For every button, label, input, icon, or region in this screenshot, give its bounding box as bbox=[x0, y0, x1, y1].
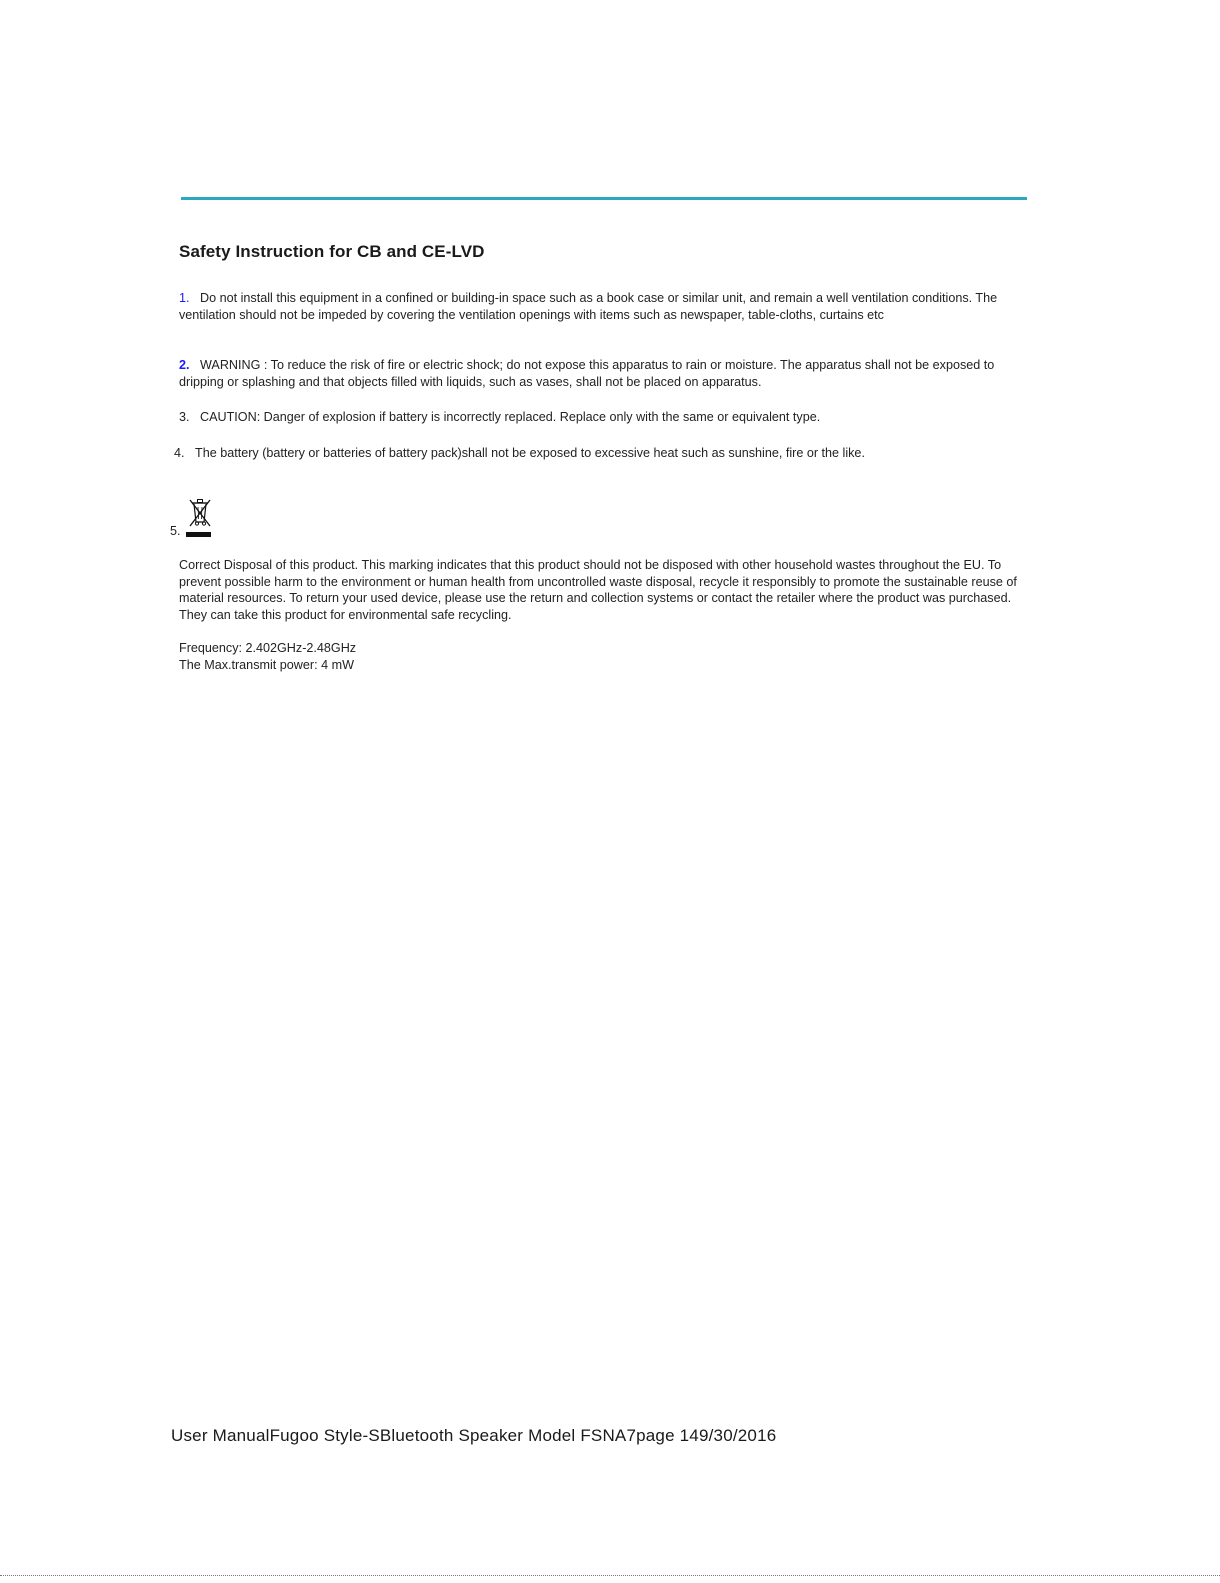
safety-item-4 bbox=[174, 445, 1024, 462]
disposal-paragraph: Correct Disposal of this product. This marking indicates that this product should not be disposed with other household wastes throughout the EU. To prevent possible harm to the environment or human health from uncontrolled waste disposal, recycle it responsibly to promote the sustainable reuse of material resources. To return your used device, please use the return and collection systems or contact the retailer where the product was purchased. They can take this product for environmental safe recycling. bbox=[179, 558, 1017, 622]
item-number: 4. bbox=[174, 446, 185, 460]
page-title: Safety Instruction for CB and CE-LVD bbox=[179, 242, 485, 261]
safety-item-3 bbox=[179, 409, 1029, 426]
item-text: CAUTION: Danger of explosion if battery is incorrectly replaced. Replace only with the same or equivalent type. bbox=[200, 410, 821, 424]
item-number: 1. bbox=[179, 291, 190, 305]
page-footer: User ManualFugoo Style-SBluetooth Speaker Model FSNA7page 149/30/2016 bbox=[171, 1426, 777, 1445]
safety-item-1 bbox=[179, 290, 1029, 324]
item-text: The battery (battery or batteries of battery pack)shall not be exposed to excessive heat such as sunshine, fire or the like. bbox=[195, 446, 865, 460]
weee-crossed-bin-icon bbox=[186, 496, 214, 540]
frequency-spec: Frequency: 2.402GHz-2.48GHz bbox=[179, 641, 357, 655]
page-bottom-border bbox=[0, 1575, 1220, 1576]
item-text: Do not install this equipment in a confined or building-in space such as a book case or similar unit, and remain a well ventilation conditions. The ventilation should not be impeded by covering the ventilation openings with items such as newspaper, table-cloths, curtains etc bbox=[179, 291, 998, 322]
safety-item-5 bbox=[170, 496, 230, 540]
safety-item-2 bbox=[179, 357, 1029, 391]
item-number: 3. bbox=[179, 410, 190, 424]
item-number: 2. bbox=[179, 358, 190, 372]
item-text: WARNING : To reduce the risk of fire or electric shock; do not expose this apparatus to rain or moisture. The apparatus shall not be exposed to dripping or splashing and that objects filled with liquids, such as vases, shall not be placed on apparatus. bbox=[179, 358, 995, 389]
header-rule bbox=[181, 197, 1027, 200]
item-number: 5. bbox=[170, 524, 181, 538]
max-power-spec: The Max.transmit power: 4 mW bbox=[179, 658, 354, 672]
